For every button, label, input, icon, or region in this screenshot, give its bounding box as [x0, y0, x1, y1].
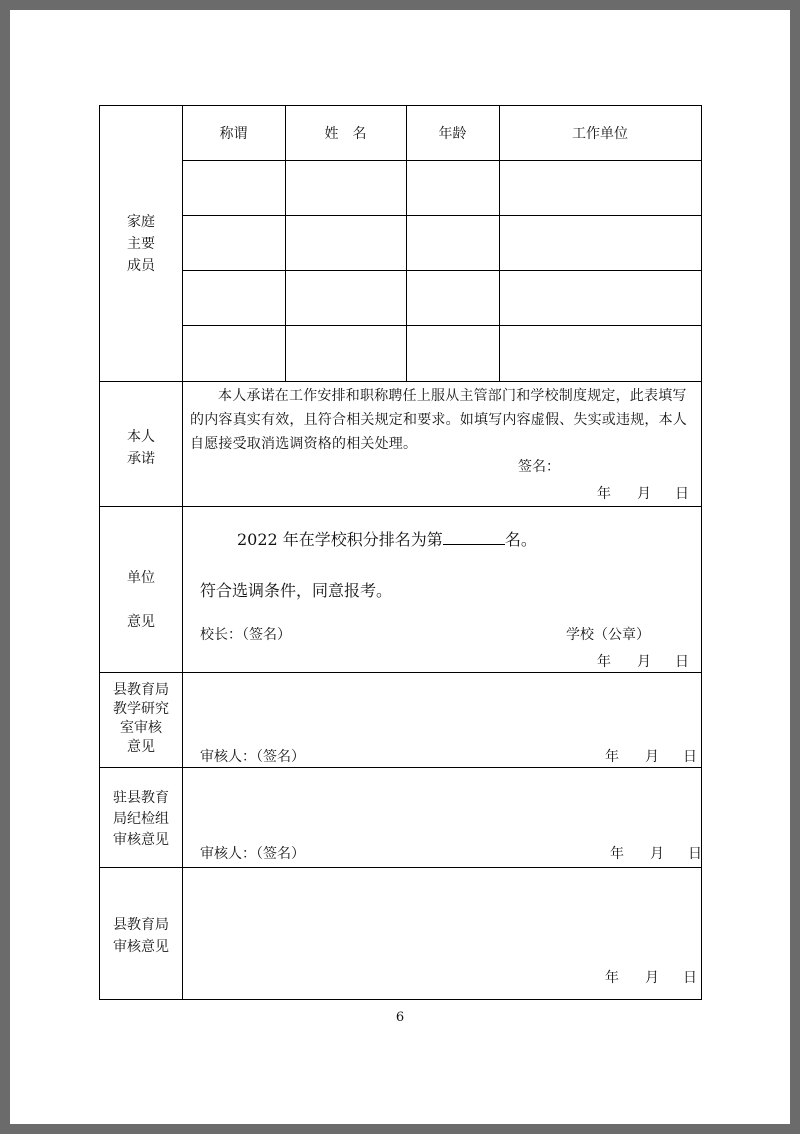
label-column-divider — [182, 106, 183, 999]
family-header-name: 姓 名 — [324, 126, 367, 142]
section-divider — [100, 867, 701, 868]
promise-section-label: 本人 承诺 — [127, 429, 155, 467]
promise-statement: 本人承诺在工作安排和职称聘任上服从主管部门和学校制度规定，此表填写的内容真实有效，且符合相关规定和要求。如填写内容虚假、失实或违规，本人自愿接受取消选调资格的相关处理。 — [190, 388, 687, 452]
bureau-date-year: 年 — [605, 970, 619, 986]
unit-rank-prefix: 2022 年在学校积分排名为第 — [237, 530, 443, 549]
unit-principal-signature: 校长：（签名） — [200, 627, 291, 643]
section-divider — [100, 381, 701, 382]
unit-date-year: 年 — [597, 654, 611, 670]
unit-school-seal: 学校（公章） — [566, 627, 650, 643]
bureau-date-day: 日 — [683, 970, 697, 986]
research-date-month: 月 — [645, 749, 659, 765]
family-row-line — [182, 215, 701, 216]
unit-rank-line — [237, 530, 537, 549]
section-divider — [100, 672, 701, 673]
research-date-year: 年 — [605, 749, 619, 765]
promise-date-day: 日 — [675, 486, 689, 502]
family-column-line — [406, 106, 407, 381]
bureau-date-month: 月 — [645, 970, 659, 986]
document-page — [10, 10, 790, 1124]
discipline-date-month: 月 — [650, 846, 664, 862]
promise-date-month: 月 — [637, 486, 651, 502]
unit-date-month: 月 — [637, 654, 651, 670]
promise-signature-label: 签名： — [518, 459, 560, 475]
unit-rank-suffix: 名。 — [504, 530, 537, 549]
research-section-label: 县教育局 教学研究 室审核 意见 — [113, 682, 169, 755]
rank-blank-line — [443, 530, 505, 545]
discipline-date-day: 日 — [688, 846, 702, 862]
promise-date-year: 年 — [597, 486, 611, 502]
research-reviewer-signature: 审核人：（签名） — [200, 749, 305, 765]
section-divider — [100, 767, 701, 768]
family-section-label: 家庭 主要 成员 — [127, 214, 155, 274]
family-header-age: 年龄 — [438, 126, 467, 142]
application-form-table — [99, 105, 702, 1000]
family-column-line — [499, 106, 500, 381]
family-header-relation: 称谓 — [219, 126, 248, 142]
unit-date-day: 日 — [675, 654, 689, 670]
page-number: 6 — [395, 1010, 405, 1025]
family-row-line — [182, 325, 701, 326]
section-divider — [100, 506, 701, 507]
research-date-day: 日 — [683, 749, 697, 765]
family-header-bottom-line — [182, 160, 701, 161]
family-row-line — [182, 270, 701, 271]
discipline-section-label: 驻县教育 局纪检组 审核意见 — [113, 790, 169, 848]
family-column-line — [285, 106, 286, 381]
unit-agree-statement: 符合选调条件，同意报考。 — [200, 581, 393, 600]
bureau-section-label: 县教育局 审核意见 — [113, 917, 169, 955]
family-header-workplace: 工作单位 — [572, 126, 628, 142]
discipline-reviewer-signature: 审核人：（签名） — [200, 846, 305, 862]
discipline-date-year: 年 — [610, 846, 624, 862]
unit-section-label: 单位 意见 — [127, 570, 155, 630]
